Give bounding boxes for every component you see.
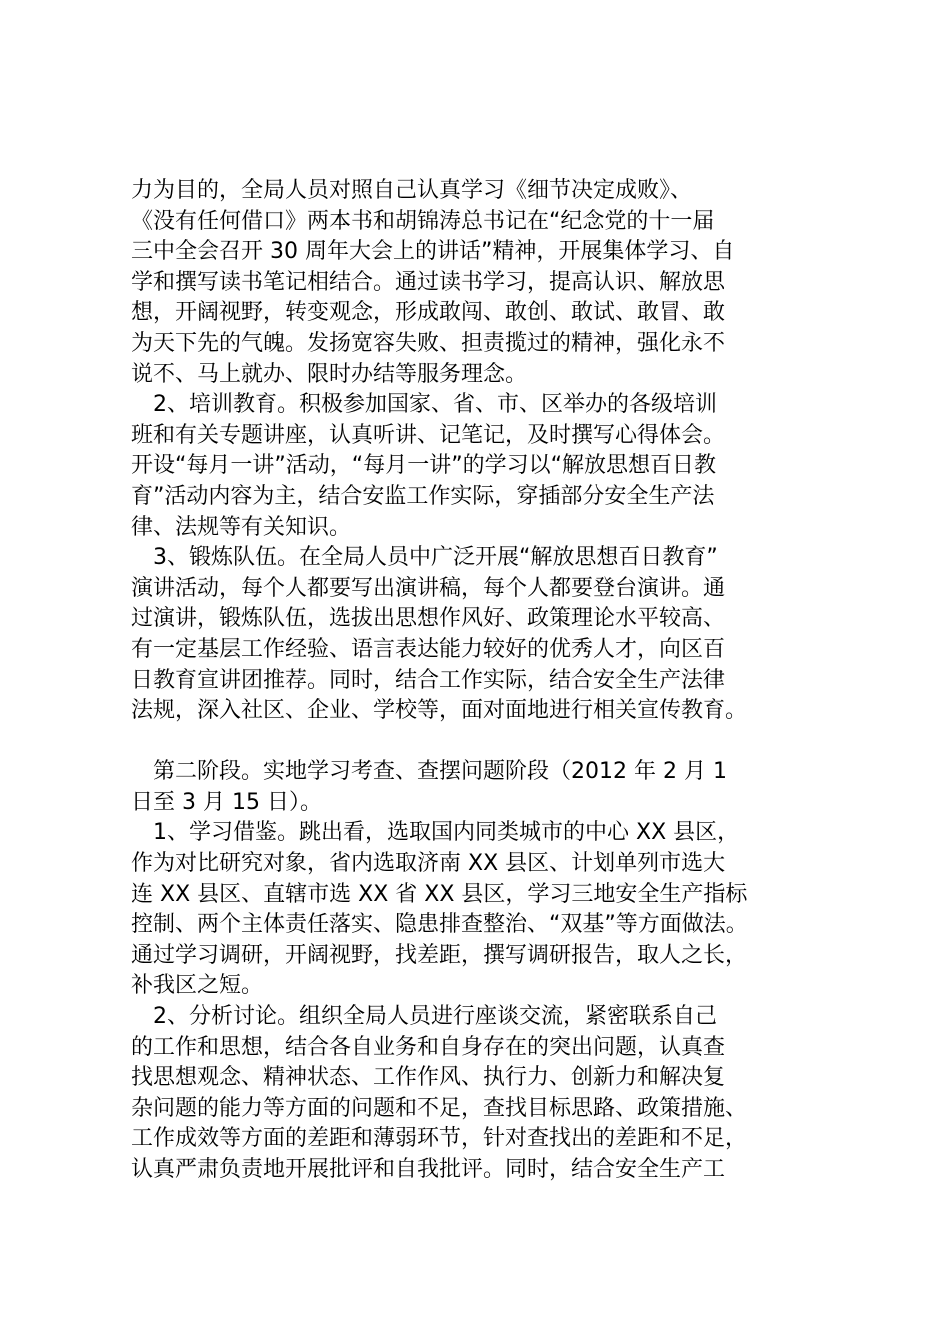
text-line: 第二阶段。实地学习考查、查摆问题阶段（2012 年 2 月 1 (131, 759, 727, 785)
text-line: 3、锻炼队伍。在全局人员中广泛开展“解放思想百日教育” (131, 545, 718, 571)
paragraph-training (131, 390, 851, 543)
text-line: 为天下先的气魄。发扬宽容失败、担责揽过的精神，强化永不 (131, 330, 726, 356)
text-line: 律、法规等有关知识。 (131, 514, 352, 540)
text-line: 三中全会召开 30 周年大会上的讲话”精神，开展集体学习、自 (131, 239, 735, 265)
text-line: 2、分析讨论。组织全局人员进行座谈交流，紧密联系自己 (131, 1004, 717, 1030)
text-line: 日教育宣讲团推荐。同时，结合工作实际，结合安全生产法律 (131, 667, 726, 693)
text-line: 力为目的，全局人员对照自己认真学习《细节决定成败》、 (131, 178, 693, 203)
text-line: 通过学习调研，开阔视野，找差距，撰写调研报告，取人之长， (131, 942, 748, 968)
blank-line (131, 727, 851, 758)
text-line: 《没有任何借口》两本书和胡锦涛总书记在“纪念党的十一届 (131, 208, 715, 234)
text-line: 说不、马上就办、限时办结等服务理念。 (131, 361, 528, 387)
text-line: 法规，深入社区、企业、学校等，面对面地进行相关宣传教育。 (131, 698, 748, 724)
text-line: 育”活动内容为主，结合安监工作实际，穿插部分安全生产法 (131, 483, 715, 509)
text-line: 杂问题的能力等方面的问题和不足，查找目标思路、政策措施、 (131, 1095, 748, 1121)
paragraph-intro (131, 176, 851, 390)
text-line: 2、培训教育。积极参加国家、省、市、区举办的各级培训 (131, 392, 717, 418)
paragraph-team (131, 543, 851, 727)
paragraph-learning (131, 818, 851, 1002)
text-line: 连 XX 县区、直辖市选 XX 省 XX 县区，学习三地安全生产指标 (131, 881, 748, 907)
text-line: 过演讲，锻炼队伍，选拔出思想作风好、政策理论水平较高、 (131, 606, 726, 632)
text-line: 的工作和思想，结合各自业务和自身存在的突出问题，认真查 (131, 1034, 726, 1060)
text-line: 学和撰写读书笔记相结合。通过读书学习，提高认识、解放思 (131, 269, 726, 295)
text-line: 开设“每月一讲”活动，“每月一讲”的学习以“解放思想百日教 (131, 453, 716, 479)
text-line: 演讲活动，每个人都要写出演讲稿，每个人都要登台演讲。通 (131, 575, 726, 601)
text-line: 有一定基层工作经验、语言表达能力较好的优秀人才，向区百 (131, 636, 726, 662)
text-line: 作为对比研究对象，省内选取济南 XX 县区、计划单列市选大 (131, 851, 726, 877)
paragraph-stage2-heading (131, 757, 851, 818)
text-line: 想，开阔视野，转变观念，形成敢闯、敢创、敢试、敢冒、敢 (131, 300, 726, 326)
text-line: 日至 3 月 15 日）。 (131, 789, 322, 815)
text-line: 认真严肃负责地开展批评和自我批评。同时，结合安全生产工 (131, 1157, 726, 1182)
text-line: 补我区之短。 (131, 973, 264, 999)
text-line: 班和有关专题讲座，认真听讲、记笔记，及时撰写心得体会。 (131, 422, 726, 448)
text-line: 找思想观念、精神状态、工作作风、执行力、创新力和解决复 (131, 1065, 726, 1091)
text-line: 控制、两个主体责任落实、隐患排查整治、“双基”等方面做法。 (131, 912, 748, 938)
text-line: 工作成效等方面的差距和薄弱环节，针对查找出的差距和不足， (131, 1126, 748, 1152)
text-line: 1、学习借鉴。跳出看，选取国内同类城市的中心 XX 县区， (131, 820, 740, 846)
document-body (131, 176, 851, 1186)
paragraph-discussion (131, 1002, 851, 1186)
